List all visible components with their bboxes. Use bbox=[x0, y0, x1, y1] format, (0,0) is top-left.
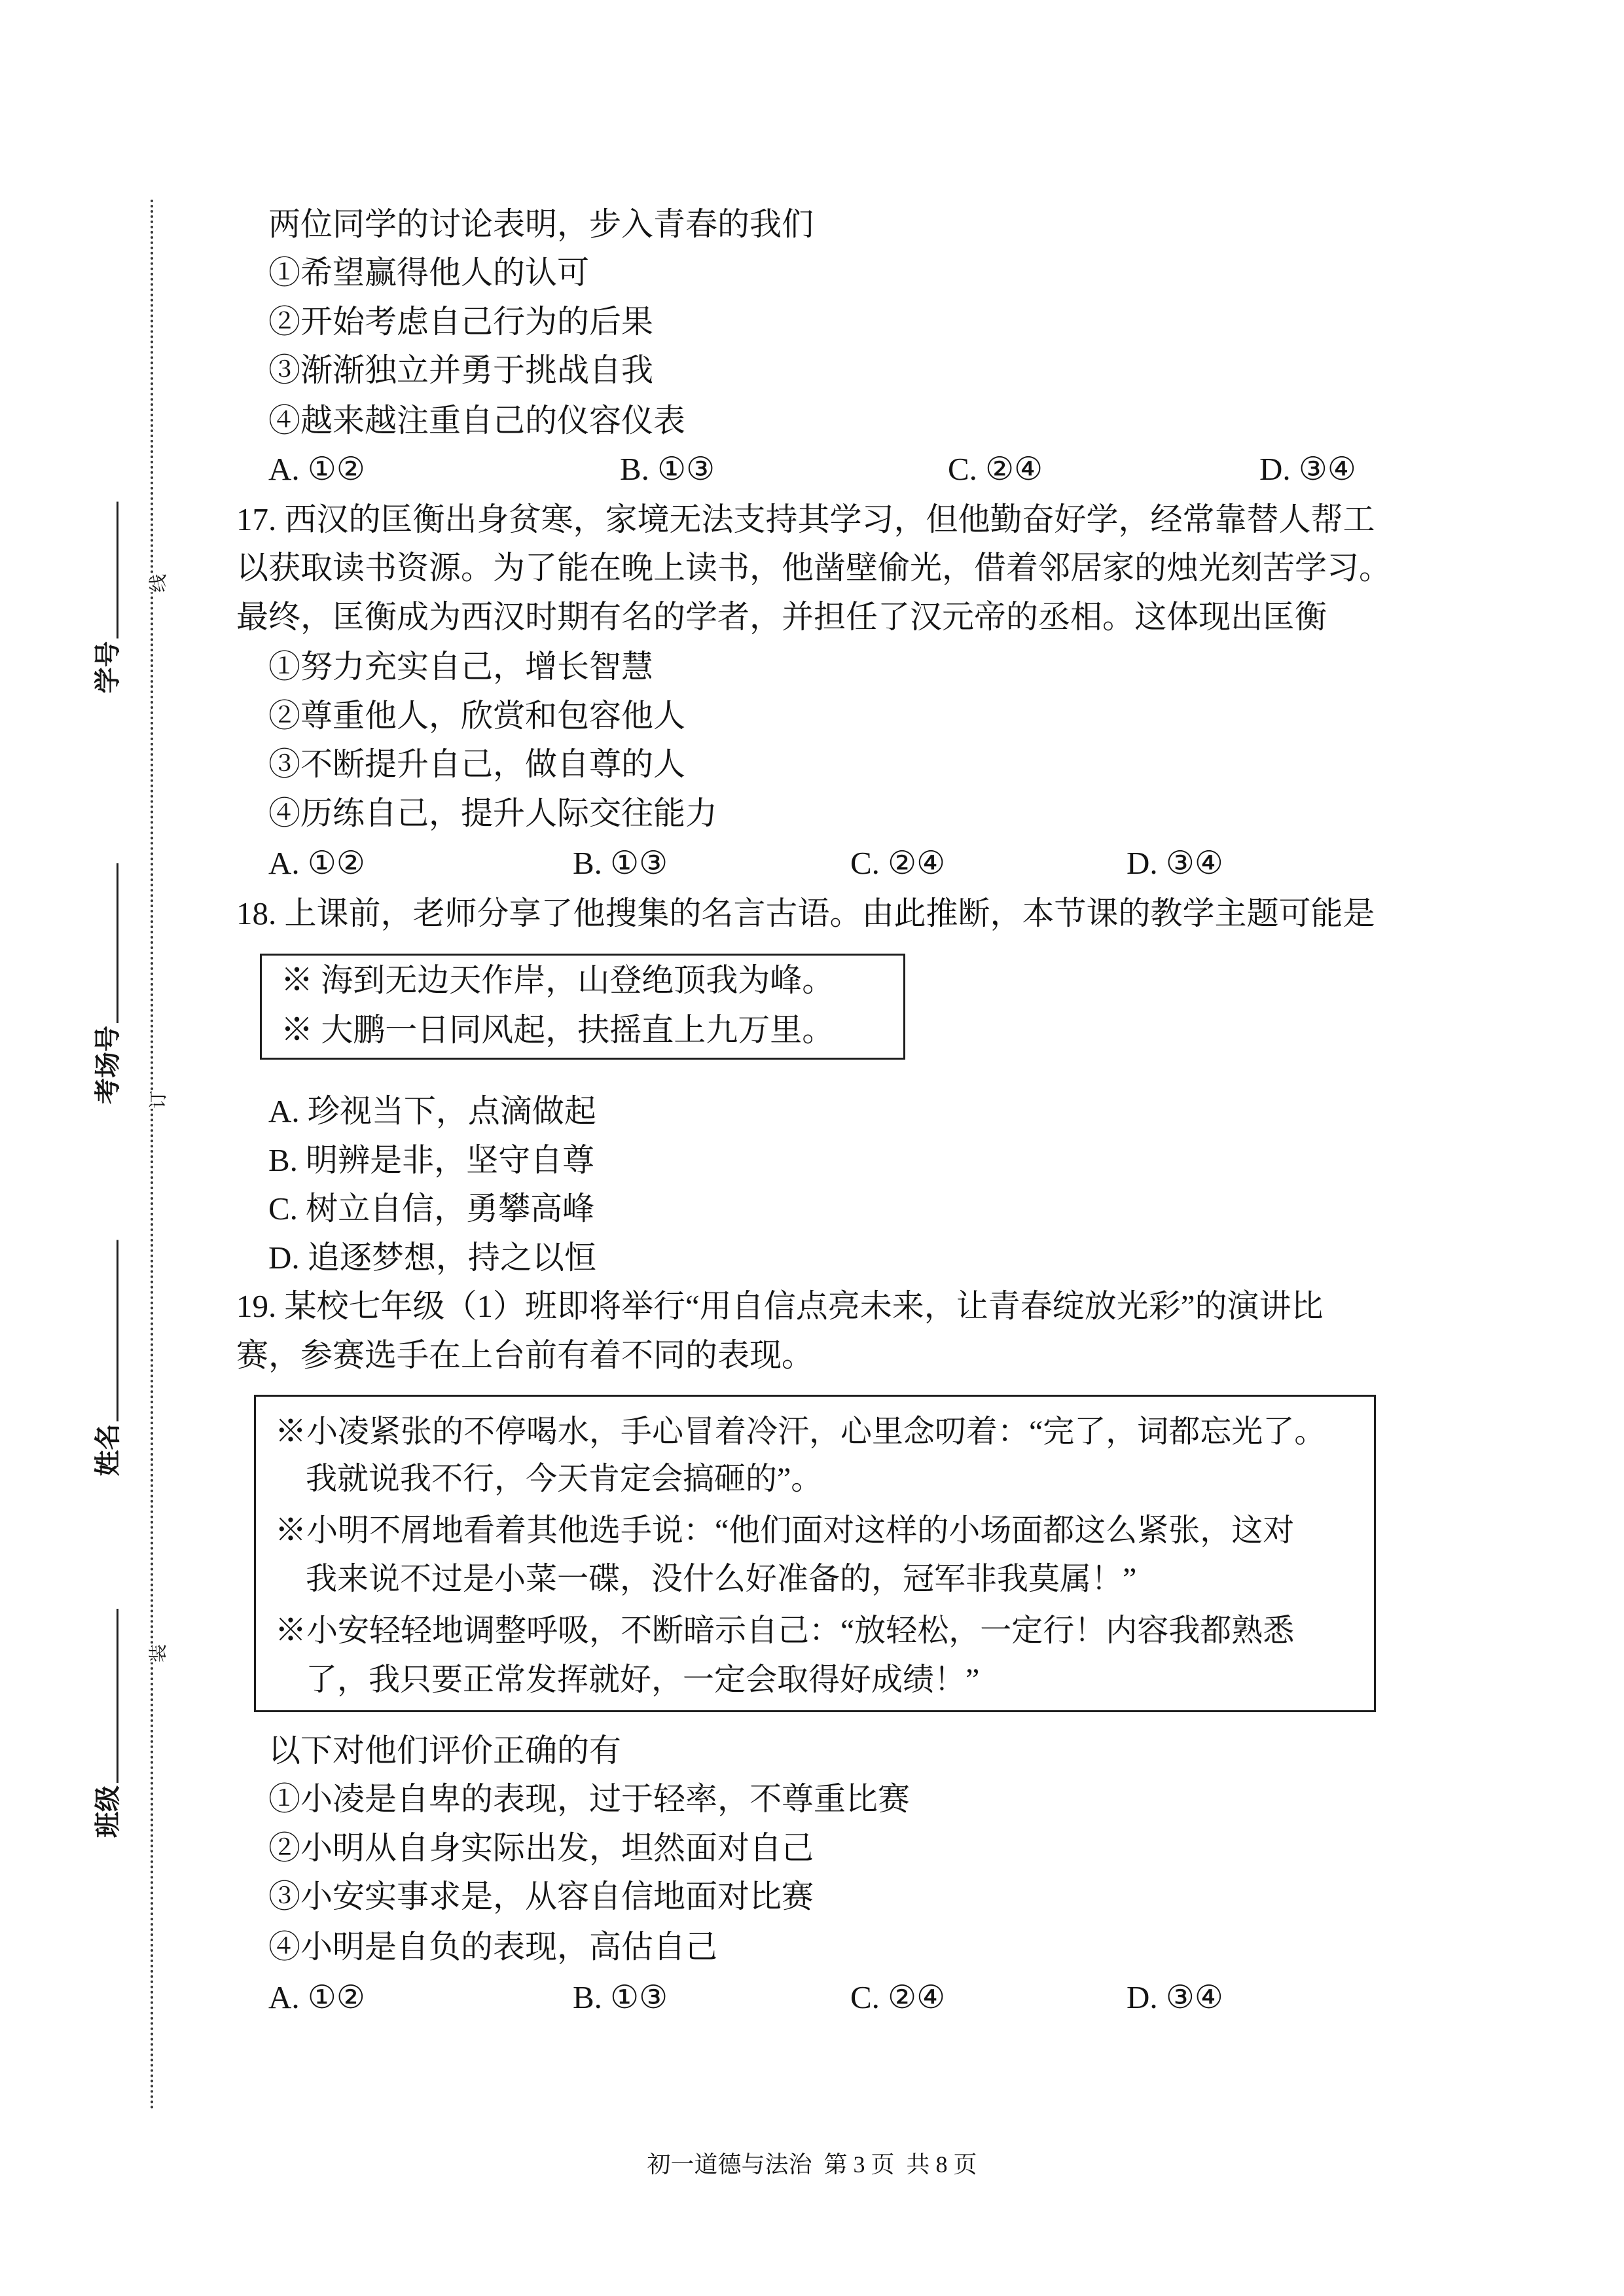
exam-room-label: 考场号 bbox=[93, 1026, 123, 1104]
class-blank bbox=[117, 1609, 118, 1783]
statement: ②开始考虑自己行为的后果 bbox=[268, 304, 654, 340]
student-id-label: 学号 bbox=[93, 641, 123, 694]
option-b: B. 明辨是非，坚守自尊 bbox=[268, 1142, 595, 1178]
question-stem-line: 19. 某校七年级（1）班即将举行“用自信点亮未来，让青春绽放光彩”的演讲比 bbox=[236, 1288, 1324, 1324]
option-a: A. ①② bbox=[268, 451, 365, 487]
option-a: A. ①② bbox=[268, 845, 365, 881]
page-footer: 初一道德与法治 第 3 页 共 8 页 bbox=[647, 2151, 977, 2178]
exam-room-blank bbox=[117, 863, 118, 1023]
option-d: D. ③④ bbox=[1127, 845, 1223, 881]
question-stem-line: 最终，匡衡成为西汉时期有名的学者，并担任了汉元帝的丞相。这体现出匡衡 bbox=[236, 599, 1327, 635]
statement: ④越来越注重自己的仪容仪表 bbox=[268, 403, 686, 439]
option-c: C. ②④ bbox=[948, 451, 1043, 487]
option-b: B. ①③ bbox=[620, 451, 715, 487]
scenario-line: 我就说我不行，今天肯定会搞砸的”。 bbox=[306, 1462, 823, 1496]
option-a: A. ①② bbox=[268, 1979, 365, 2015]
statement: ④小明是自负的表现，高估自己 bbox=[268, 1929, 718, 1965]
option-a: A. 珍视当下，点滴做起 bbox=[268, 1093, 596, 1129]
question-stem: 18. 上课前，老师分享了他搜集的名言古语。由此推断，本节课的教学主题可能是 bbox=[236, 895, 1375, 931]
option-d: D. ③④ bbox=[1127, 1979, 1223, 2015]
class-label: 班级 bbox=[93, 1785, 123, 1838]
name-blank bbox=[117, 1240, 118, 1422]
class-field bbox=[92, 1609, 124, 1838]
binding-mark-line: 线 bbox=[144, 574, 173, 592]
question-stem-line: 以获取读书资源。为了能在晚上读书，他凿壁偷光，借着邻居家的烛光刻苦学习。 bbox=[236, 550, 1392, 586]
option-d: D. 追逐梦想，持之以恒 bbox=[268, 1240, 596, 1276]
scenario-line: ※小明不屑地看着其他选手说：“他们面对这样的小场面都这么紧张，这对 bbox=[275, 1513, 1295, 1548]
binding-mark-bind: 装 bbox=[144, 1644, 173, 1662]
binding-mark-staple: 订 bbox=[144, 1090, 173, 1109]
student-id-blank bbox=[117, 502, 118, 639]
option-d: D. ③④ bbox=[1259, 451, 1356, 487]
quote-line: ※ 大鹏一日同风起，扶摇直上九万里。 bbox=[281, 1012, 835, 1048]
statement: ③小安实事求是，从容自信地面对比赛 bbox=[268, 1878, 814, 1914]
option-c: C. ②④ bbox=[850, 845, 946, 881]
option-b: B. ①③ bbox=[573, 1979, 668, 2015]
statement: ①小凌是自卑的表现，过于轻率，不尊重比赛 bbox=[268, 1781, 911, 1817]
exam-room-field bbox=[92, 863, 124, 1104]
question-stem-line: 赛，参赛选手在上台前有着不同的表现。 bbox=[236, 1337, 814, 1373]
statement: ③不断提升自己，做自尊的人 bbox=[268, 746, 686, 782]
option-c: C. 树立自信，勇攀高峰 bbox=[268, 1191, 595, 1227]
statement: ①努力充实自己，增长智慧 bbox=[268, 649, 654, 685]
statement: ②小明从自身实际出发，坦然面对自己 bbox=[268, 1830, 814, 1866]
option-c: C. ②④ bbox=[850, 1979, 946, 2015]
scenario-line: ※小凌紧张的不停喝水，手心冒着冷汗，心里念叨着：“完了，词都忘光了。 bbox=[275, 1414, 1326, 1449]
name-field bbox=[92, 1240, 124, 1477]
question-prompt: 以下对他们评价正确的有 bbox=[268, 1732, 622, 1768]
scenario-line: 了，我只要正常发挥就好，一定会取得好成绩！” bbox=[306, 1662, 980, 1697]
question-stem-line: 17. 西汉的匡衡出身贫寒，家境无法支持其学习，但他勤奋好学，经常靠替人帮工 bbox=[236, 501, 1375, 537]
quote-line: ※ 海到无边天作岸，山登绝顶我为峰。 bbox=[281, 962, 835, 998]
question-stem: 两位同学的讨论表明，步入青春的我们 bbox=[268, 206, 814, 242]
binding-dotted-line bbox=[151, 200, 153, 2111]
student-id-field bbox=[92, 502, 124, 694]
scenario-line: 我来说不过是小菜一碟，没什么好准备的，冠军非我莫属！” bbox=[306, 1562, 1137, 1596]
statement: ①希望赢得他人的认可 bbox=[268, 255, 590, 291]
scenario-line: ※小安轻轻地调整呼吸，不断暗示自己：“放轻松，一定行！内容我都熟悉 bbox=[275, 1613, 1295, 1648]
statement: ③渐渐独立并勇于挑战自我 bbox=[268, 352, 654, 388]
name-label: 姓名 bbox=[93, 1424, 123, 1477]
option-b: B. ①③ bbox=[573, 845, 668, 881]
statement: ②尊重他人，欣赏和包容他人 bbox=[268, 698, 686, 734]
statement: ④历练自己，提升人际交往能力 bbox=[268, 795, 718, 831]
